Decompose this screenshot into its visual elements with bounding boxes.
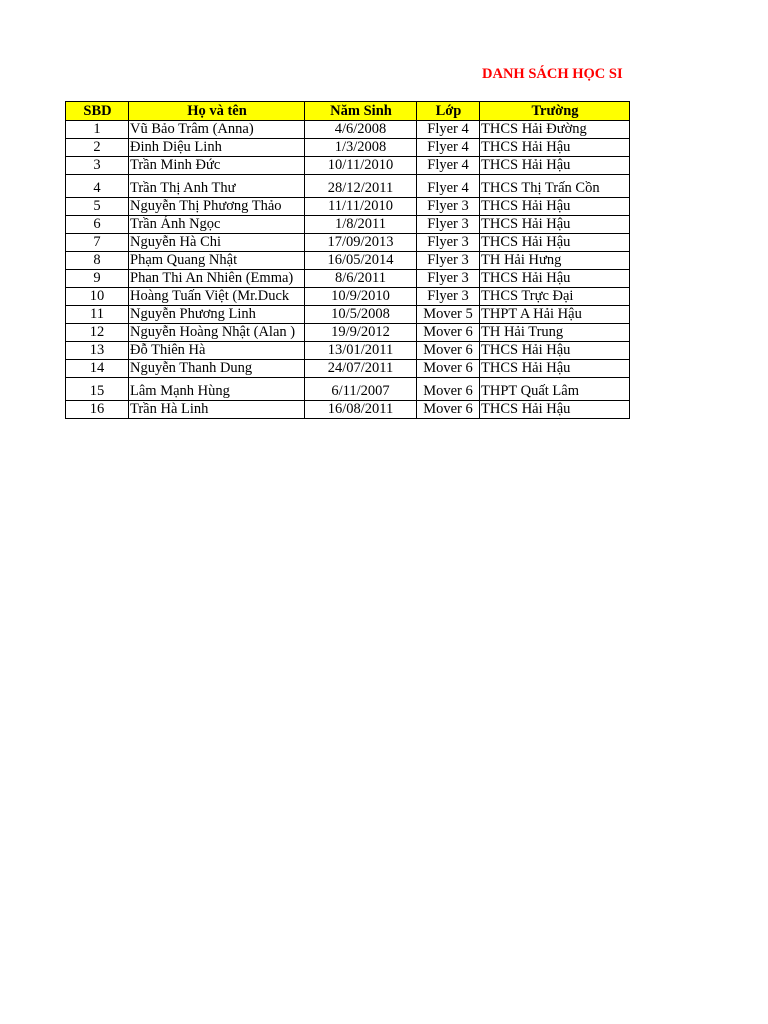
table-row xyxy=(66,157,630,175)
header-dob: Năm Sinh xyxy=(305,102,417,121)
cell-name: Trần Ánh Ngọc xyxy=(129,216,305,234)
cell-name: Nguyễn Hà Chi xyxy=(129,234,305,252)
cell-name: Lâm Mạnh Hùng xyxy=(129,378,305,401)
cell-school: TH Hải Hưng xyxy=(480,252,630,270)
cell-sbd: 15 xyxy=(66,378,129,401)
cell-school: THCS Hải Hậu xyxy=(480,401,630,419)
header-name: Họ và tên xyxy=(129,102,305,121)
cell-dob: 16/08/2011 xyxy=(305,401,417,419)
table-body xyxy=(66,121,630,419)
header-sbd: SBD xyxy=(66,102,129,121)
cell-sbd: 12 xyxy=(66,324,129,342)
cell-dob: 10/5/2008 xyxy=(305,306,417,324)
table-row xyxy=(66,288,630,306)
cell-dob: 1/3/2008 xyxy=(305,139,417,157)
cell-name: Trần Minh Đức xyxy=(129,157,305,175)
cell-dob: 11/11/2010 xyxy=(305,198,417,216)
table-row xyxy=(66,252,630,270)
cell-sbd: 4 xyxy=(66,175,129,198)
table-row xyxy=(66,216,630,234)
cell-sbd: 14 xyxy=(66,360,129,378)
cell-school: THCS Hải Hậu xyxy=(480,270,630,288)
cell-school: THCS Hải Hậu xyxy=(480,198,630,216)
cell-school: THCS Hải Hậu xyxy=(480,234,630,252)
table-row xyxy=(66,234,630,252)
cell-name: Nguyễn Thị Phương Thảo xyxy=(129,198,305,216)
cell-sbd: 8 xyxy=(66,252,129,270)
cell-sbd: 7 xyxy=(66,234,129,252)
cell-sbd: 16 xyxy=(66,401,129,419)
cell-sbd: 11 xyxy=(66,306,129,324)
cell-class: Mover 6 xyxy=(417,342,480,360)
cell-sbd: 10 xyxy=(66,288,129,306)
cell-sbd: 3 xyxy=(66,157,129,175)
table-row xyxy=(66,360,630,378)
cell-sbd: 13 xyxy=(66,342,129,360)
cell-class: Mover 6 xyxy=(417,324,480,342)
cell-class: Mover 6 xyxy=(417,360,480,378)
cell-class: Flyer 3 xyxy=(417,216,480,234)
cell-name: Phạm Quang Nhật xyxy=(129,252,305,270)
cell-sbd: 2 xyxy=(66,139,129,157)
cell-school: THCS Hải Đường xyxy=(480,121,630,139)
cell-class: Flyer 4 xyxy=(417,175,480,198)
table-row xyxy=(66,198,630,216)
cell-name: Đinh Diệu Linh xyxy=(129,139,305,157)
cell-dob: 24/07/2011 xyxy=(305,360,417,378)
cell-name: Nguyễn Phương Linh xyxy=(129,306,305,324)
header-school: Trường xyxy=(480,102,630,121)
cell-dob: 28/12/2011 xyxy=(305,175,417,198)
cell-class: Mover 6 xyxy=(417,378,480,401)
cell-school: THPT A Hải Hậu xyxy=(480,306,630,324)
header-class: Lớp xyxy=(417,102,480,121)
cell-name: Hoàng Tuấn Việt (Mr.Duck xyxy=(129,288,305,306)
cell-class: Flyer 4 xyxy=(417,139,480,157)
cell-sbd: 6 xyxy=(66,216,129,234)
cell-name: Trần Thị Anh Thư xyxy=(129,175,305,198)
header-row xyxy=(66,102,630,121)
table-row xyxy=(66,270,630,288)
cell-school: THCS Hải Hậu xyxy=(480,342,630,360)
cell-name: Phan Thi An Nhiên (Emma) xyxy=(129,270,305,288)
cell-class: Flyer 3 xyxy=(417,252,480,270)
cell-class: Flyer 4 xyxy=(417,121,480,139)
table-row xyxy=(66,324,630,342)
cell-class: Mover 5 xyxy=(417,306,480,324)
cell-dob: 1/8/2011 xyxy=(305,216,417,234)
cell-dob: 8/6/2011 xyxy=(305,270,417,288)
cell-class: Flyer 3 xyxy=(417,198,480,216)
cell-school: THCS Hải Hậu xyxy=(480,216,630,234)
table-row xyxy=(66,121,630,139)
cell-sbd: 5 xyxy=(66,198,129,216)
cell-dob: 6/11/2007 xyxy=(305,378,417,401)
cell-class: Flyer 4 xyxy=(417,157,480,175)
cell-class: Flyer 3 xyxy=(417,270,480,288)
sheet-title: DANH SÁCH HỌC SI xyxy=(482,66,623,82)
table-row xyxy=(66,139,630,157)
cell-class: Flyer 3 xyxy=(417,234,480,252)
student-table xyxy=(65,101,630,419)
cell-dob: 10/11/2010 xyxy=(305,157,417,175)
cell-name: Đỗ Thiên Hà xyxy=(129,342,305,360)
table-row xyxy=(66,175,630,198)
cell-sbd: 1 xyxy=(66,121,129,139)
table-row xyxy=(66,342,630,360)
cell-dob: 19/9/2012 xyxy=(305,324,417,342)
table-row xyxy=(66,401,630,419)
cell-school: THCS Hải Hậu xyxy=(480,139,630,157)
table-row xyxy=(66,306,630,324)
table-row xyxy=(66,378,630,401)
cell-dob: 10/9/2010 xyxy=(305,288,417,306)
cell-sbd: 9 xyxy=(66,270,129,288)
cell-school: THCS Hải Hậu xyxy=(480,157,630,175)
cell-dob: 4/6/2008 xyxy=(305,121,417,139)
cell-dob: 17/09/2013 xyxy=(305,234,417,252)
cell-class: Flyer 3 xyxy=(417,288,480,306)
cell-name: Nguyễn Hoàng Nhật (Alan ) xyxy=(129,324,305,342)
cell-school: THCS Hải Hậu xyxy=(480,360,630,378)
cell-school: TH Hải Trung xyxy=(480,324,630,342)
cell-name: Vũ Bảo Trâm (Anna) xyxy=(129,121,305,139)
cell-class: Mover 6 xyxy=(417,401,480,419)
cell-school: THCS Trực Đại xyxy=(480,288,630,306)
cell-school: THPT Quất Lâm xyxy=(480,378,630,401)
cell-name: Nguyễn Thanh Dung xyxy=(129,360,305,378)
cell-dob: 16/05/2014 xyxy=(305,252,417,270)
cell-school: THCS Thị Trấn Cồn xyxy=(480,175,630,198)
cell-dob: 13/01/2011 xyxy=(305,342,417,360)
cell-name: Trần Hà Linh xyxy=(129,401,305,419)
